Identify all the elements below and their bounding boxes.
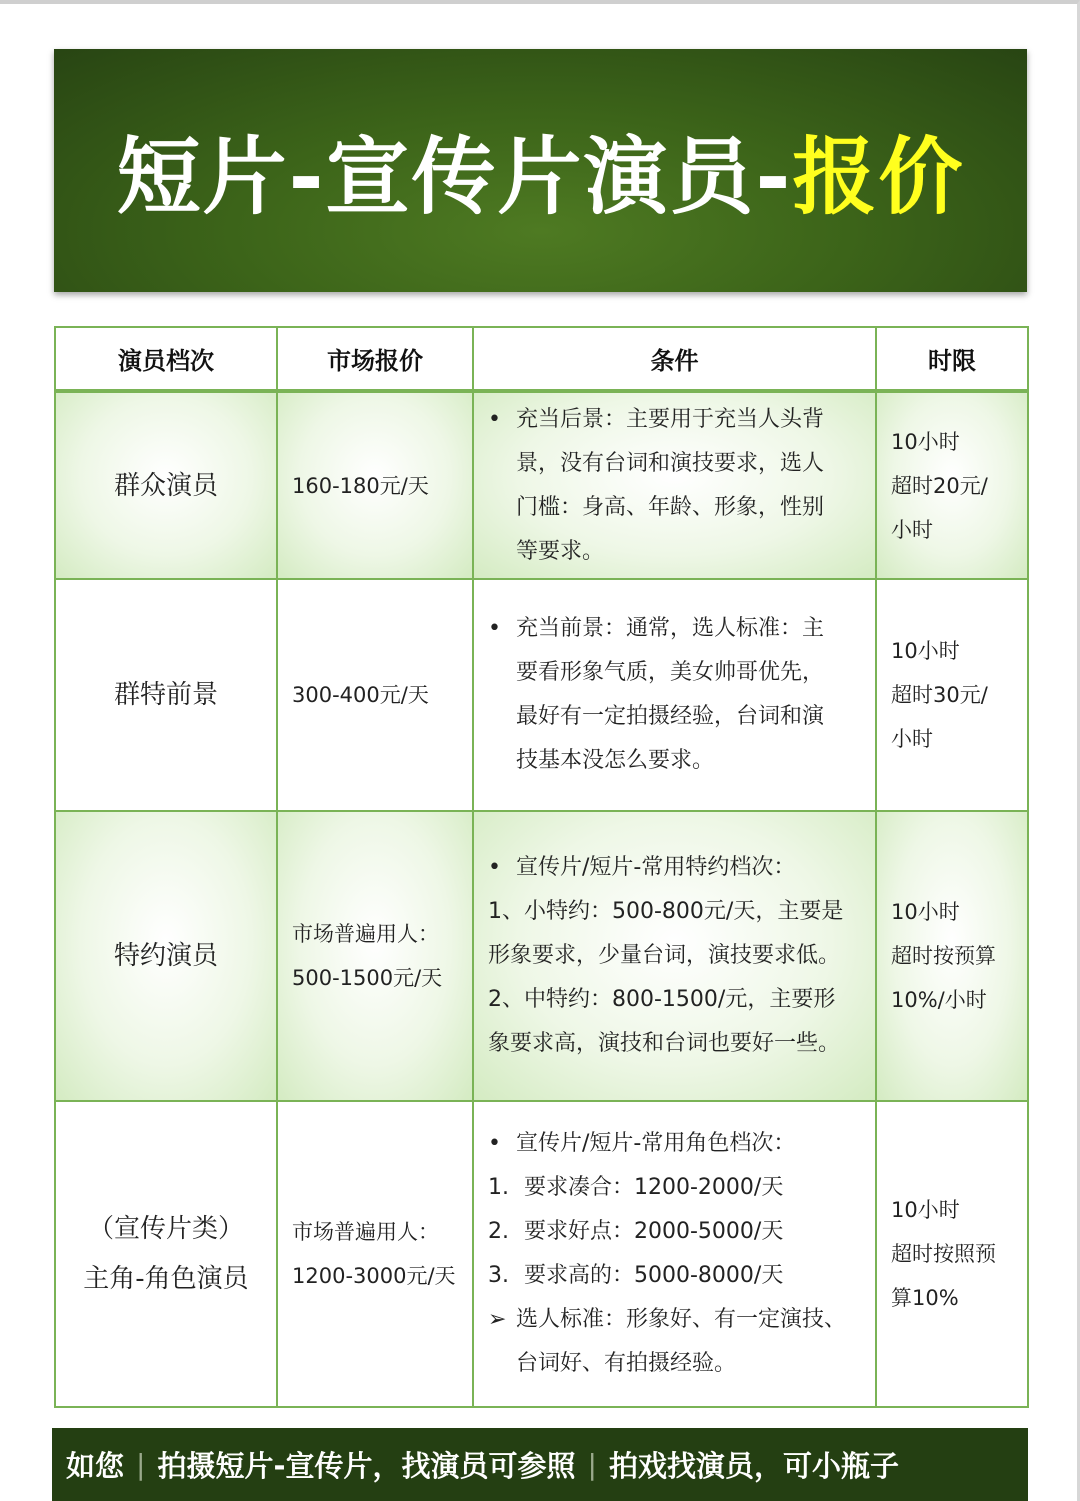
- price-line: 市场普遍用人：: [292, 922, 439, 946]
- price-line: 1200-3000元/天: [292, 1264, 456, 1288]
- number-marker: 2.: [488, 1219, 509, 1244]
- time-line: 超时按预算: [891, 944, 996, 968]
- number-marker: 1.: [488, 1175, 509, 1200]
- bullet-marker: •: [488, 1131, 501, 1156]
- footer-separator: |: [136, 1448, 146, 1481]
- header-row: [55, 327, 1028, 391]
- condition-item: [488, 1254, 857, 1298]
- condition-item: [488, 1122, 857, 1166]
- condition-line: 宣传片/短片-常用特约档次：: [516, 855, 796, 880]
- price-cell: [277, 391, 473, 579]
- arrow-bullet-icon: ➢: [488, 1307, 507, 1332]
- condition-line: 要求高的：5000-8000/天: [524, 1263, 784, 1288]
- condition-line: 台词好、有拍摄经验。: [516, 1351, 737, 1376]
- tier-cell: [55, 811, 277, 1101]
- time-line: 超时20元/: [891, 473, 988, 498]
- tier-cell: [55, 391, 277, 579]
- condition-item: [488, 846, 857, 890]
- time-line: 小时: [891, 727, 933, 751]
- condition-line: 景，没有台词和演技要求，选人: [516, 450, 825, 476]
- header-price: 市场报价: [277, 327, 473, 391]
- time-line: 小时: [891, 517, 933, 542]
- condition-item: [488, 607, 857, 651]
- tier-line: 群特前景: [113, 680, 218, 710]
- number-marker: 3.: [488, 1263, 509, 1288]
- price-line: 300-400元/天: [292, 683, 429, 707]
- conditions-cell: [473, 391, 876, 579]
- time-line: 超时按照预: [891, 1242, 996, 1266]
- time-line: 超时30元/: [891, 683, 988, 707]
- conditions-cell: [473, 811, 876, 1101]
- tier-line: （宣传片类）: [87, 1214, 244, 1244]
- bullet-marker: •: [488, 855, 501, 880]
- condition-line: 要看形象气质，美女帅哥优先，: [516, 660, 825, 685]
- footer-segment: 拍摄短片-宣传片，找演员可参照: [157, 1449, 576, 1483]
- page-title: [117, 110, 965, 231]
- condition-line: 技基本没怎么要求。: [516, 748, 715, 773]
- price-table: [54, 326, 1029, 1408]
- time-limit-cell: [876, 811, 1028, 1101]
- price-cell: [277, 579, 473, 811]
- title-highlight: 报价: [792, 128, 965, 226]
- time-line: 10小时: [891, 639, 960, 663]
- header-conditions: 条件: [473, 327, 876, 391]
- bullet-marker: •: [488, 406, 501, 432]
- condition-line: 最好有一定拍摄经验，台词和演: [516, 704, 825, 729]
- condition-item: [488, 1210, 857, 1254]
- condition-line: 要求凑合：1200-2000/天: [524, 1175, 784, 1200]
- conditions-cell: [473, 1101, 876, 1407]
- condition-line: 选人标准：形象好、有一定演技、: [516, 1307, 847, 1332]
- footer-segment: 如您: [66, 1449, 125, 1483]
- conditions-cell: [473, 579, 876, 811]
- condition-line: 充当后景：主要用于充当人头背: [516, 406, 825, 432]
- condition-line: 充当前景：通常，选人标准：主: [516, 616, 825, 641]
- footer-segment: 拍戏找演员，可小瓶子: [608, 1449, 899, 1483]
- tier-line: 群众演员: [113, 470, 218, 501]
- price-line: 500-1500元/天: [292, 966, 443, 990]
- header-time-limit: 时限: [876, 327, 1028, 391]
- price-cell: [277, 1101, 473, 1407]
- price-cell: [277, 811, 473, 1101]
- tier-line: 特约演员: [113, 941, 218, 971]
- title-banner: [54, 49, 1027, 292]
- condition-line: 门槛：身高、年龄、形象，性别: [516, 494, 825, 520]
- time-line: 10%/小时: [891, 988, 987, 1012]
- time-line: 10小时: [891, 900, 960, 924]
- time-line: 10小时: [891, 429, 960, 454]
- condition-line: 1、小特约：500-800元/天，主要是: [488, 899, 844, 924]
- time-line: 算10%: [891, 1286, 959, 1310]
- tier-cell: [55, 579, 277, 811]
- condition-line: 等要求。: [516, 538, 605, 564]
- condition-item: [488, 1166, 857, 1210]
- tier-cell: [55, 1101, 277, 1407]
- condition-line: 2、中特约：800-1500/元，主要形: [488, 987, 836, 1012]
- price-line: 160-180元/天: [292, 473, 429, 498]
- table-row: [55, 579, 1028, 811]
- header-tier: 演员档次: [55, 327, 277, 391]
- condition-line: 宣传片/短片-常用角色档次：: [516, 1131, 796, 1156]
- condition-item: [488, 1298, 857, 1342]
- condition-line: 形象要求，少量台词，演技要求低。: [488, 943, 841, 968]
- price-line: 市场普遍用人：: [292, 1220, 439, 1244]
- bullet-marker: •: [488, 616, 501, 641]
- footer-separator: |: [587, 1448, 597, 1481]
- condition-line: 象要求高，演技和台词也要好一些。: [488, 1031, 841, 1056]
- tier-line: 主角-角色演员: [83, 1264, 249, 1294]
- table-row: [55, 1101, 1028, 1407]
- time-limit-cell: [876, 391, 1028, 579]
- table-row: [55, 811, 1028, 1101]
- time-line: 10小时: [891, 1198, 960, 1222]
- time-limit-cell: [876, 1101, 1028, 1407]
- condition-line: 要求好点：2000-5000/天: [524, 1219, 784, 1244]
- condition-item: [488, 398, 857, 442]
- time-limit-cell: [876, 579, 1028, 811]
- title-main: 短片-宣传片演员-: [116, 128, 793, 226]
- table-row: [55, 391, 1028, 579]
- footer-banner: [52, 1428, 1028, 1501]
